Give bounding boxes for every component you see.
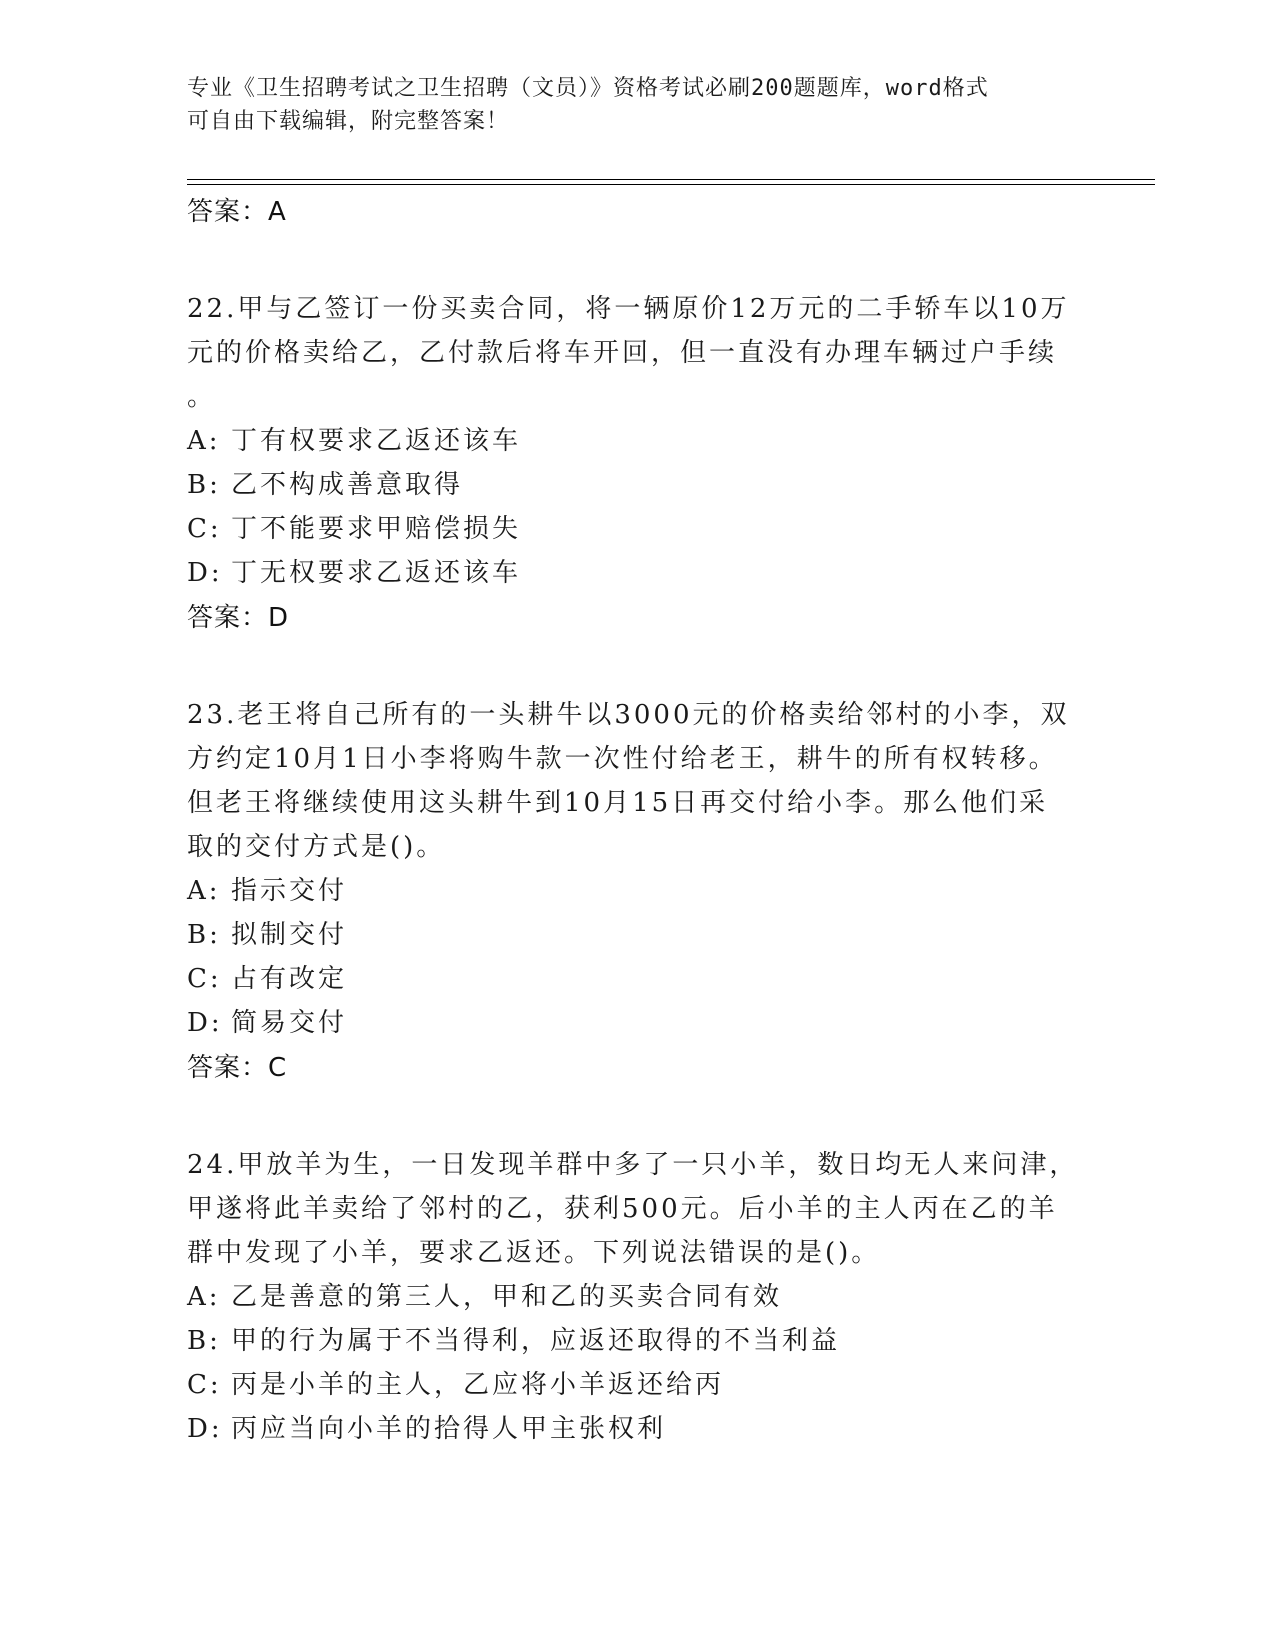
header-line-2: 可自由下载编辑，附完整答案！	[187, 109, 510, 134]
question-line: 22.甲与乙签订一份买卖合同，将一辆原价12万元的二手轿车以10万	[187, 294, 1070, 324]
spacer	[187, 235, 1087, 287]
question-line: 元的价格卖给乙，乙付款后将车开回，但一直没有办理车辆过户手续	[187, 338, 1058, 368]
answer-line: 答案：A	[187, 197, 287, 227]
answer-line: 答案：D	[187, 603, 290, 633]
question-line: 但老王将继续使用这头耕牛到10月15日再交付给小李。那么他们采	[187, 788, 1049, 818]
document-body	[187, 189, 1087, 1451]
option-letter: C:	[187, 1370, 222, 1400]
header-divider-bottom	[187, 184, 1155, 185]
option-text: 丙是小羊的主人，乙应将小羊返还给丙	[231, 1370, 725, 1400]
question-line: 23.老王将自己所有的一头耕牛以3000元的价格卖给邻村的小李，双	[187, 700, 1070, 730]
option-text: 简易交付	[231, 1008, 348, 1038]
option-c	[187, 957, 1087, 1001]
option-b	[187, 913, 1087, 957]
option-letter: A:	[187, 426, 221, 456]
question-block	[187, 693, 1087, 1091]
option-letter: A:	[187, 1282, 221, 1312]
option-text: 占有改定	[231, 964, 348, 994]
option-a	[187, 869, 1087, 913]
question-line: 群中发现了小羊，要求乙返还。下列说法错误的是()。	[187, 1238, 881, 1268]
option-d	[187, 551, 1087, 595]
option-letter: B:	[187, 920, 221, 950]
option-b	[187, 1319, 1087, 1363]
option-a	[187, 1275, 1087, 1319]
option-a	[187, 419, 1087, 463]
document-header	[187, 72, 1087, 138]
header-line-1: 专业《卫生招聘考试之卫生招聘（文员）》资格考试必刷200题题库，word格式	[187, 76, 989, 101]
option-text: 丁有权要求乙返还该车	[231, 426, 522, 456]
option-letter: D:	[187, 558, 223, 588]
option-text: 乙不构成善意取得	[231, 470, 464, 500]
option-d	[187, 1001, 1087, 1045]
spacer	[187, 641, 1087, 693]
option-d	[187, 1407, 1087, 1451]
option-letter: C:	[187, 964, 222, 994]
question-line: 方约定10月1日小李将购牛款一次性付给老王，耕牛的所有权转移。	[187, 744, 1058, 774]
question-line: 24.甲放羊为生，一日发现羊群中多了一只小羊，数日均无人来问津，	[187, 1150, 1079, 1180]
option-letter: B:	[187, 1326, 221, 1356]
question-block	[187, 1143, 1087, 1451]
spacer	[187, 1091, 1087, 1143]
option-text: 丁不能要求甲赔偿损失	[231, 514, 522, 544]
option-text: 丁无权要求乙返还该车	[231, 558, 522, 588]
question-line: 。	[187, 382, 217, 412]
option-letter: B:	[187, 470, 221, 500]
answer-line: 答案：C	[187, 1053, 288, 1083]
option-letter: A:	[187, 876, 221, 906]
option-text: 指示交付	[231, 876, 348, 906]
option-text: 乙是善意的第三人，甲和乙的买卖合同有效	[231, 1282, 783, 1312]
option-text: 甲的行为属于不当得利，应返还取得的不当利益	[231, 1326, 841, 1356]
question-block	[187, 287, 1087, 641]
option-c	[187, 507, 1087, 551]
option-b	[187, 463, 1087, 507]
option-letter: C:	[187, 514, 222, 544]
header-divider-top	[187, 179, 1155, 180]
option-text: 丙应当向小羊的拾得人甲主张权利	[231, 1414, 667, 1444]
question-line: 取的交付方式是()。	[187, 832, 446, 862]
option-letter: D:	[187, 1414, 223, 1444]
option-text: 拟制交付	[231, 920, 348, 950]
question-line: 甲遂将此羊卖给了邻村的乙，获利500元。后小羊的主人丙在乙的羊	[187, 1194, 1058, 1224]
option-letter: D:	[187, 1008, 223, 1038]
option-c	[187, 1363, 1087, 1407]
